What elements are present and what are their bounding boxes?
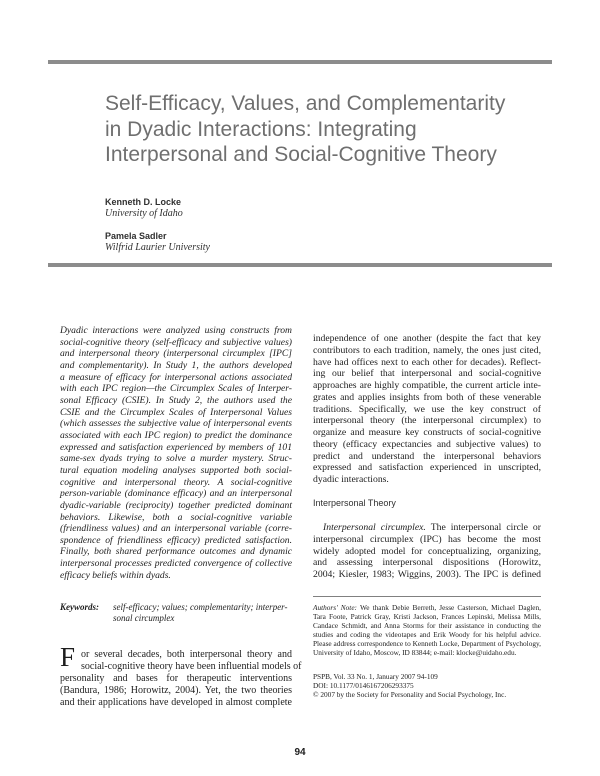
body-line: independence of one another (despite the fact that key [313,333,541,344]
authors-note-label: Authors' Note: [313,603,357,612]
page-number: 94 [294,747,306,758]
subsection-heading: Interpersonal circumplex. [323,522,426,533]
body-line: expressed and satisfaction experienced in unscripted, [313,462,541,474]
section-line: interpersonal circumplex (IPC) has become the most [313,533,541,545]
body-line: predict and understand the interpersonal behaviors [313,450,541,462]
title-line: Interpersonal and Social-Cognitive Theory [105,143,497,166]
keywords-line: self-efficacy; values; complementarity; interper- [113,602,288,612]
abstract-line: Dyadic interactions were analyzed using constructs from [60,325,292,336]
body-line: organize and measure key constructs of social-cognitive [313,427,541,438]
abstract-line: efficacy beliefs within dyads. [60,569,171,581]
title-line: Self-Efficacy, Values, and Complementarity [105,92,506,115]
publication-line: DOI: 10.1177/0146167206293375 [313,681,414,691]
abstract-line: cognitive and interpersonal theory. A social-cognitive [60,476,292,488]
author-name: Kenneth D. Locke [105,197,182,207]
abstract-line: Finally, both shared performance outcomes and dynamic [60,546,292,558]
intro-line: or several decades, both interpersonal theory and [81,649,292,660]
author-affiliation: Wilfrid Laurier University [105,242,210,253]
publication-line: PSPB, Vol. 33 No. 1, January 2007 94-109 [313,672,438,681]
abstract-line: person-variable (dominance efficacy) and an interpersonal [60,488,292,500]
section-body [313,522,541,581]
intro-line: and their applications have developed in almost complete [60,696,292,708]
body-line: approaches are highly compatible, the current article inte- [313,380,541,391]
body-line: ing our belief that interpersonal and social-cognitive [313,368,541,380]
article-title [105,91,565,168]
section-line: and assessing interpersonal dispositions (Horowitz, [313,557,541,569]
abstract [60,325,292,581]
section-line: widely adopted model for conceptualizing, organizing, [313,545,541,557]
body-line: interpersonal theory (the interpersonal circumplex) to [313,415,541,427]
body-line: contributors to each tradition, namely, the ones just cited, [313,344,541,356]
footnote-rule [313,596,541,597]
section-heading: Interpersonal Theory [313,498,396,508]
body-line: have had offices next to each other for decades). Reflect- [313,356,541,368]
intro-line: (Bandura, 1986; Horowitz, 2004). Yet, the two theories [60,684,292,696]
intro-paragraph [60,649,302,709]
body-line: grates and applies insights from both of these venerable [313,391,541,403]
intro-line: social-cognitive theory have been influential models of [81,660,302,672]
body-line: dyadic interactions. [313,474,389,485]
keywords-line: sonal circumplex [113,613,175,623]
body-line: theory (efficacy expectancies and subjective values) to [313,438,541,450]
abstract-line: tural equation modeling analyses supported both social- [60,464,292,476]
abstract-line: same-sex dyads trying to solve a murder mystery. Struc- [60,453,292,465]
abstract-line: dyadic-variable (reciprocity) together predicted dominant [60,499,292,511]
abstract-line: a measure of efficacy for interpersonal actions associated [60,371,292,383]
keywords-label: Keywords: [60,602,99,612]
section-line [313,522,541,534]
title-line: in Dyadic Interactions: Integrating [105,117,417,141]
authors-note-text: We thank Debie Berreth, Jesse Casterson, Michael Daglen, Tara Foote, Patrick Gray, Kristi Jackson, Frances Lepinski, Melissa Mills, Candace Schmidt, and Anna Storms for their assistance in conducting the studies and coding the videotapes and Erik Woody for his helpful advice. Please address correspondence to Kenneth Locke, Department of Psychology, University of Idaho, Moscow, ID 83844; e-mail: klocke@uidaho.edu. [313,603,541,657]
abstract-line: social-cognitive theory (self-efficacy and subjective values) [60,336,292,348]
abstract-line: with each IPC region—the Circumplex Scales of Interper- [60,383,292,395]
section-line-text: The interpersonal circle or [425,522,541,533]
abstract-line: spondence of friendliness efficacy) predicted satisfaction. [60,534,292,546]
publication-info [313,672,541,699]
header-rule [48,263,552,267]
body-line: traditions. Specifically, we use the key construct of [313,403,541,415]
abstract-line: (which assesses the subjective value of interpersonal events [60,418,292,430]
abstract-line: and interpersonal theory (interpersonal circumplex [IPC] [60,348,292,360]
authors-note [313,603,541,657]
publication-line: © 2007 by the Society for Personality and Social Psychology, Inc. [313,690,507,700]
intro-line: personality and bases for therapeutic interventions [60,672,292,684]
abstract-line: CSIE and the Circumplex Scales of Interpersonal Values [60,406,292,418]
body-right-column [313,333,541,486]
abstract-line: expressed and satisfaction experienced by members of 101 [60,441,292,453]
abstract-line: interpersonal processes predicted convergence of collective [60,558,292,570]
abstract-line: (friendliness values) and an interpersonal variable (corre- [60,523,292,535]
abstract-line: behaviors. Likewise, both a social-cognitive variable [60,511,292,523]
author-name: Pamela Sadler [105,231,167,241]
abstract-line: and complementarity). In Study 1, the authors developed [60,359,292,371]
top-rule [48,60,552,64]
section-line: 2004; Kiesler, 1983; Wiggins, 2003). The IPC is defined [313,569,541,580]
keywords-text [113,602,294,624]
author-affiliation: University of Idaho [105,208,183,219]
abstract-line: sonal Efficacy (CSIE). In Study 2, the authors used the [60,394,292,406]
drop-cap: F [60,642,76,672]
abstract-line: associated with each IPC region) to predict the dominance [60,429,292,441]
